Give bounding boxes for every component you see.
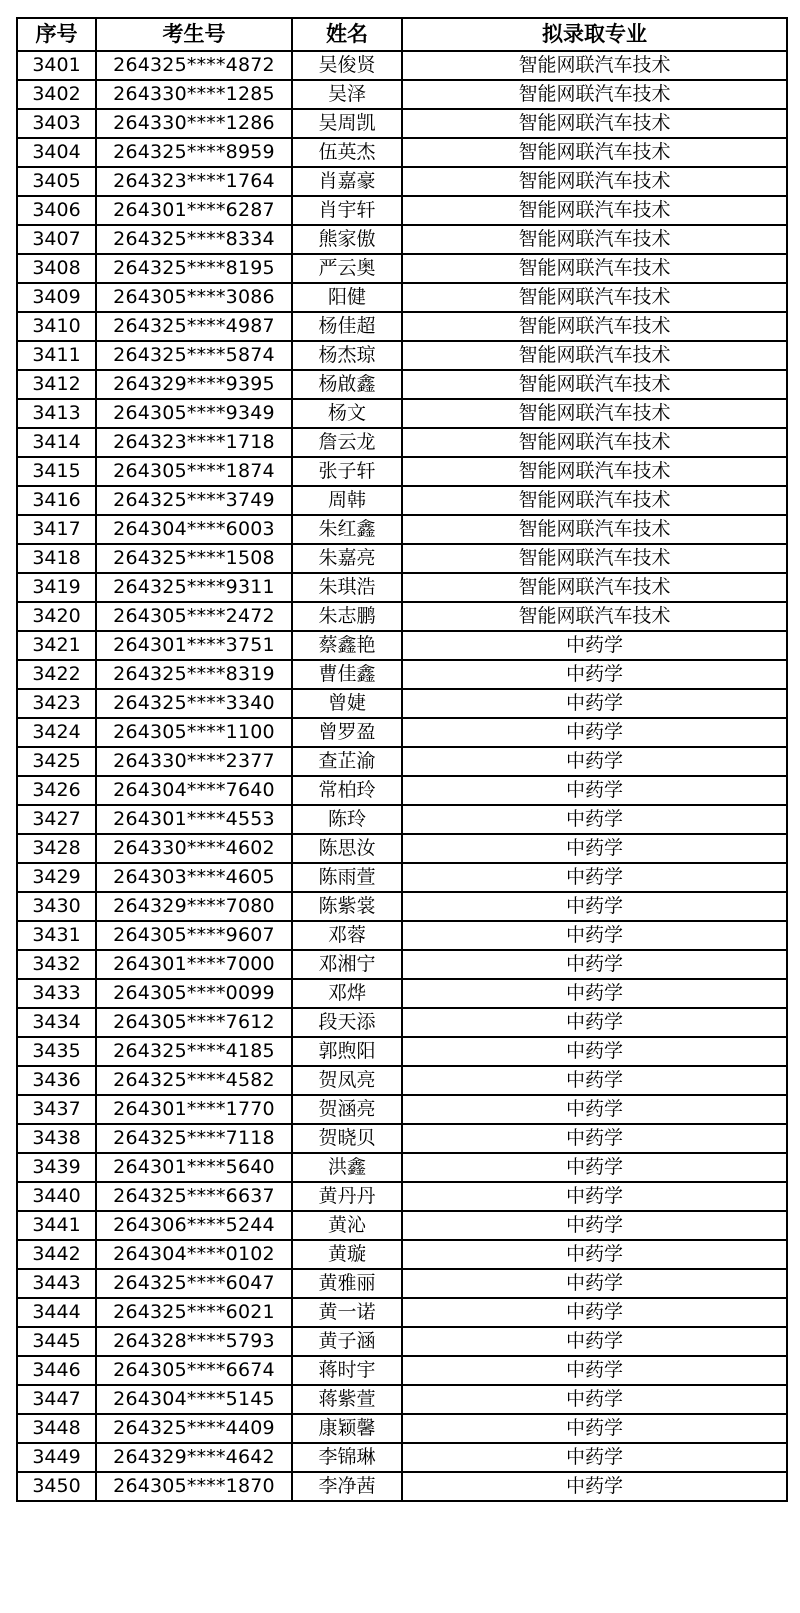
serial-number-cell: 3431: [17, 921, 96, 950]
admitted-major-cell: 中药学: [402, 718, 787, 747]
table-row: [17, 950, 787, 979]
serial-number-cell: 3412: [17, 370, 96, 399]
exam-number-cell: 264303****4605: [96, 863, 292, 892]
exam-number-cell: 264325****7118: [96, 1124, 292, 1153]
exam-number-cell: 264301****1770: [96, 1095, 292, 1124]
serial-number-cell: 3434: [17, 1008, 96, 1037]
admitted-major-cell: 中药学: [402, 1211, 787, 1240]
exam-number-cell: 264323****1764: [96, 167, 292, 196]
serial-number-cell: 3407: [17, 225, 96, 254]
exam-number-cell: 264325****8195: [96, 254, 292, 283]
admitted-major-cell: 中药学: [402, 1356, 787, 1385]
admitted-major-cell: 智能网联汽车技术: [402, 225, 787, 254]
table-row: [17, 1472, 787, 1501]
student-name-cell: 陈紫裳: [292, 892, 402, 921]
admitted-major-cell: 中药学: [402, 892, 787, 921]
admitted-major-cell: 智能网联汽车技术: [402, 602, 787, 631]
admission-list-table: [16, 17, 788, 1502]
student-name-cell: 段天添: [292, 1008, 402, 1037]
table-row: [17, 80, 787, 109]
admitted-major-cell: 中药学: [402, 979, 787, 1008]
student-name-cell: 贺凤亮: [292, 1066, 402, 1095]
admitted-major-cell: 智能网联汽车技术: [402, 51, 787, 80]
student-name-cell: 贺涵亮: [292, 1095, 402, 1124]
serial-number-cell: 3442: [17, 1240, 96, 1269]
admitted-major-cell: 智能网联汽车技术: [402, 573, 787, 602]
student-name-cell: 洪鑫: [292, 1153, 402, 1182]
serial-number-cell: 3402: [17, 80, 96, 109]
serial-number-cell: 3449: [17, 1443, 96, 1472]
student-name-cell: 杨文: [292, 399, 402, 428]
admitted-major-cell: 中药学: [402, 834, 787, 863]
table-row: [17, 428, 787, 457]
exam-number-cell: 264305****9349: [96, 399, 292, 428]
exam-number-cell: 264325****4185: [96, 1037, 292, 1066]
table-row: [17, 718, 787, 747]
student-name-cell: 伍英杰: [292, 138, 402, 167]
table-row: [17, 1211, 787, 1240]
exam-number-cell: 264325****6047: [96, 1269, 292, 1298]
exam-number-cell: 264305****3086: [96, 283, 292, 312]
table-row: [17, 631, 787, 660]
serial-number-cell: 3416: [17, 486, 96, 515]
serial-number-cell: 3435: [17, 1037, 96, 1066]
exam-number-cell: 264325****4582: [96, 1066, 292, 1095]
admitted-major-cell: 中药学: [402, 1269, 787, 1298]
exam-number-cell: 264329****9395: [96, 370, 292, 399]
serial-number-cell: 3419: [17, 573, 96, 602]
admitted-major-cell: 中药学: [402, 1298, 787, 1327]
student-name-cell: 康颖馨: [292, 1414, 402, 1443]
table-row: [17, 1414, 787, 1443]
admitted-major-cell: 智能网联汽车技术: [402, 341, 787, 370]
table-row: [17, 660, 787, 689]
exam-number-cell: 264301****7000: [96, 950, 292, 979]
table-row: [17, 1356, 787, 1385]
student-name-cell: 查芷渝: [292, 747, 402, 776]
admitted-major-cell: 智能网联汽车技术: [402, 544, 787, 573]
table-row: [17, 1124, 787, 1153]
serial-number-cell: 3438: [17, 1124, 96, 1153]
serial-number-cell: 3418: [17, 544, 96, 573]
admitted-major-cell: 中药学: [402, 863, 787, 892]
exam-number-cell: 264330****1286: [96, 109, 292, 138]
table-header-row: [17, 18, 787, 51]
header-admitted-major: 拟录取专业: [402, 18, 787, 51]
student-name-cell: 黄丹丹: [292, 1182, 402, 1211]
exam-number-cell: 264304****6003: [96, 515, 292, 544]
serial-number-cell: 3405: [17, 167, 96, 196]
serial-number-cell: 3415: [17, 457, 96, 486]
student-name-cell: 蒋紫萱: [292, 1385, 402, 1414]
table-row: [17, 1095, 787, 1124]
student-name-cell: 黄雅丽: [292, 1269, 402, 1298]
exam-number-cell: 264304****7640: [96, 776, 292, 805]
student-name-cell: 李净茜: [292, 1472, 402, 1501]
student-name-cell: 朱琪浩: [292, 573, 402, 602]
exam-number-cell: 264325****3749: [96, 486, 292, 515]
admitted-major-cell: 中药学: [402, 660, 787, 689]
serial-number-cell: 3420: [17, 602, 96, 631]
student-name-cell: 蒋时宇: [292, 1356, 402, 1385]
serial-number-cell: 3421: [17, 631, 96, 660]
serial-number-cell: 3447: [17, 1385, 96, 1414]
student-name-cell: 贺晓贝: [292, 1124, 402, 1153]
table-row: [17, 747, 787, 776]
admitted-major-cell: 智能网联汽车技术: [402, 457, 787, 486]
admitted-major-cell: 智能网联汽车技术: [402, 254, 787, 283]
exam-number-cell: 264325****6021: [96, 1298, 292, 1327]
student-name-cell: 李锦琳: [292, 1443, 402, 1472]
student-name-cell: 黄沁: [292, 1211, 402, 1240]
table-row: [17, 457, 787, 486]
admitted-major-cell: 智能网联汽车技术: [402, 399, 787, 428]
exam-number-cell: 264325****1508: [96, 544, 292, 573]
admitted-major-cell: 中药学: [402, 1240, 787, 1269]
serial-number-cell: 3423: [17, 689, 96, 718]
exam-number-cell: 264330****2377: [96, 747, 292, 776]
student-name-cell: 詹云龙: [292, 428, 402, 457]
exam-number-cell: 264305****2472: [96, 602, 292, 631]
table-row: [17, 1182, 787, 1211]
table-row: [17, 1008, 787, 1037]
student-name-cell: 邓湘宁: [292, 950, 402, 979]
exam-number-cell: 264305****1100: [96, 718, 292, 747]
student-name-cell: 陈玲: [292, 805, 402, 834]
student-name-cell: 吴周凯: [292, 109, 402, 138]
student-name-cell: 曹佳鑫: [292, 660, 402, 689]
exam-number-cell: 264323****1718: [96, 428, 292, 457]
admitted-major-cell: 中药学: [402, 950, 787, 979]
table-row: [17, 1037, 787, 1066]
exam-number-cell: 264325****9311: [96, 573, 292, 602]
serial-number-cell: 3428: [17, 834, 96, 863]
table-row: [17, 602, 787, 631]
student-name-cell: 杨杰琼: [292, 341, 402, 370]
student-name-cell: 熊家傲: [292, 225, 402, 254]
serial-number-cell: 3403: [17, 109, 96, 138]
admitted-major-cell: 智能网联汽车技术: [402, 428, 787, 457]
admitted-major-cell: 智能网联汽车技术: [402, 486, 787, 515]
serial-number-cell: 3440: [17, 1182, 96, 1211]
table-row: [17, 979, 787, 1008]
serial-number-cell: 3424: [17, 718, 96, 747]
exam-number-cell: 264304****5145: [96, 1385, 292, 1414]
serial-number-cell: 3445: [17, 1327, 96, 1356]
serial-number-cell: 3433: [17, 979, 96, 1008]
exam-number-cell: 264301****5640: [96, 1153, 292, 1182]
admitted-major-cell: 中药学: [402, 1443, 787, 1472]
admitted-major-cell: 中药学: [402, 921, 787, 950]
table-row: [17, 1240, 787, 1269]
student-name-cell: 严云奥: [292, 254, 402, 283]
student-name-cell: 黄璇: [292, 1240, 402, 1269]
admitted-major-cell: 中药学: [402, 805, 787, 834]
exam-number-cell: 264325****5874: [96, 341, 292, 370]
table-row: [17, 341, 787, 370]
table-row: [17, 51, 787, 80]
table-row: [17, 921, 787, 950]
serial-number-cell: 3414: [17, 428, 96, 457]
serial-number-cell: 3413: [17, 399, 96, 428]
exam-number-cell: 264325****8334: [96, 225, 292, 254]
admitted-major-cell: 中药学: [402, 631, 787, 660]
exam-number-cell: 264305****1870: [96, 1472, 292, 1501]
serial-number-cell: 3427: [17, 805, 96, 834]
exam-number-cell: 264325****6637: [96, 1182, 292, 1211]
table-row: [17, 776, 787, 805]
student-name-cell: 杨佳超: [292, 312, 402, 341]
student-name-cell: 黄一诺: [292, 1298, 402, 1327]
admitted-major-cell: 中药学: [402, 1385, 787, 1414]
student-name-cell: 朱红鑫: [292, 515, 402, 544]
exam-number-cell: 264305****9607: [96, 921, 292, 950]
exam-number-cell: 264305****7612: [96, 1008, 292, 1037]
admitted-major-cell: 中药学: [402, 1472, 787, 1501]
admitted-major-cell: 中药学: [402, 747, 787, 776]
admitted-major-cell: 中药学: [402, 1095, 787, 1124]
serial-number-cell: 3417: [17, 515, 96, 544]
admitted-major-cell: 智能网联汽车技术: [402, 109, 787, 138]
serial-number-cell: 3432: [17, 950, 96, 979]
serial-number-cell: 3437: [17, 1095, 96, 1124]
table-row: [17, 486, 787, 515]
serial-number-cell: 3425: [17, 747, 96, 776]
serial-number-cell: 3444: [17, 1298, 96, 1327]
student-name-cell: 阳健: [292, 283, 402, 312]
student-name-cell: 周韩: [292, 486, 402, 515]
admitted-major-cell: 智能网联汽车技术: [402, 283, 787, 312]
exam-number-cell: 264328****5793: [96, 1327, 292, 1356]
serial-number-cell: 3410: [17, 312, 96, 341]
table-row: [17, 834, 787, 863]
header-name: 姓名: [292, 18, 402, 51]
admitted-major-cell: 智能网联汽车技术: [402, 167, 787, 196]
exam-number-cell: 264305****0099: [96, 979, 292, 1008]
admitted-major-cell: 中药学: [402, 776, 787, 805]
admitted-major-cell: 智能网联汽车技术: [402, 312, 787, 341]
table-row: [17, 1298, 787, 1327]
student-name-cell: 黄子涵: [292, 1327, 402, 1356]
admitted-major-cell: 中药学: [402, 1327, 787, 1356]
student-name-cell: 邓蓉: [292, 921, 402, 950]
student-name-cell: 杨啟鑫: [292, 370, 402, 399]
exam-number-cell: 264329****7080: [96, 892, 292, 921]
serial-number-cell: 3446: [17, 1356, 96, 1385]
table-row: [17, 283, 787, 312]
student-name-cell: 吴泽: [292, 80, 402, 109]
header-exam-number: 考生号: [96, 18, 292, 51]
exam-number-cell: 264329****4642: [96, 1443, 292, 1472]
admitted-major-cell: 智能网联汽车技术: [402, 138, 787, 167]
table-body: [17, 51, 787, 1501]
table-row: [17, 805, 787, 834]
serial-number-cell: 3443: [17, 1269, 96, 1298]
student-name-cell: 常柏玲: [292, 776, 402, 805]
table-row: [17, 254, 787, 283]
admitted-major-cell: 智能网联汽车技术: [402, 515, 787, 544]
exam-number-cell: 264325****8319: [96, 660, 292, 689]
table-row: [17, 544, 787, 573]
serial-number-cell: 3406: [17, 196, 96, 225]
table-row: [17, 312, 787, 341]
student-name-cell: 朱嘉亮: [292, 544, 402, 573]
table-row: [17, 225, 787, 254]
student-name-cell: 曾罗盈: [292, 718, 402, 747]
serial-number-cell: 3408: [17, 254, 96, 283]
header-serial-number: 序号: [17, 18, 96, 51]
student-name-cell: 曾婕: [292, 689, 402, 718]
student-name-cell: 肖宇轩: [292, 196, 402, 225]
exam-number-cell: 264330****4602: [96, 834, 292, 863]
exam-number-cell: 264305****6674: [96, 1356, 292, 1385]
exam-number-cell: 264325****4987: [96, 312, 292, 341]
table-row: [17, 863, 787, 892]
serial-number-cell: 3441: [17, 1211, 96, 1240]
admitted-major-cell: 中药学: [402, 1124, 787, 1153]
exam-number-cell: 264325****4872: [96, 51, 292, 80]
table-row: [17, 196, 787, 225]
table-row: [17, 109, 787, 138]
table-row: [17, 1443, 787, 1472]
serial-number-cell: 3409: [17, 283, 96, 312]
exam-number-cell: 264325****4409: [96, 1414, 292, 1443]
table-row: [17, 1269, 787, 1298]
table-row: [17, 167, 787, 196]
serial-number-cell: 3401: [17, 51, 96, 80]
serial-number-cell: 3426: [17, 776, 96, 805]
table-row: [17, 573, 787, 602]
student-name-cell: 吴俊贤: [292, 51, 402, 80]
serial-number-cell: 3448: [17, 1414, 96, 1443]
table-row: [17, 370, 787, 399]
admitted-major-cell: 中药学: [402, 1066, 787, 1095]
admitted-major-cell: 中药学: [402, 1153, 787, 1182]
exam-number-cell: 264304****0102: [96, 1240, 292, 1269]
admitted-major-cell: 中药学: [402, 1008, 787, 1037]
table-row: [17, 1066, 787, 1095]
table-row: [17, 1327, 787, 1356]
serial-number-cell: 3429: [17, 863, 96, 892]
admitted-major-cell: 智能网联汽车技术: [402, 196, 787, 225]
admitted-major-cell: 智能网联汽车技术: [402, 80, 787, 109]
table-row: [17, 689, 787, 718]
exam-number-cell: 264305****1874: [96, 457, 292, 486]
table-row: [17, 1385, 787, 1414]
exam-number-cell: 264301****4553: [96, 805, 292, 834]
student-name-cell: 邓烨: [292, 979, 402, 1008]
table-row: [17, 138, 787, 167]
admitted-major-cell: 中药学: [402, 689, 787, 718]
table-row: [17, 399, 787, 428]
student-name-cell: 陈雨萱: [292, 863, 402, 892]
admitted-major-cell: 中药学: [402, 1414, 787, 1443]
serial-number-cell: 3411: [17, 341, 96, 370]
student-name-cell: 陈思汝: [292, 834, 402, 863]
student-name-cell: 肖嘉豪: [292, 167, 402, 196]
serial-number-cell: 3430: [17, 892, 96, 921]
serial-number-cell: 3439: [17, 1153, 96, 1182]
serial-number-cell: 3422: [17, 660, 96, 689]
serial-number-cell: 3404: [17, 138, 96, 167]
exam-number-cell: 264325****3340: [96, 689, 292, 718]
exam-number-cell: 264301****3751: [96, 631, 292, 660]
student-name-cell: 郭煦阳: [292, 1037, 402, 1066]
student-name-cell: 张子轩: [292, 457, 402, 486]
exam-number-cell: 264306****5244: [96, 1211, 292, 1240]
table-row: [17, 1153, 787, 1182]
admitted-major-cell: 智能网联汽车技术: [402, 370, 787, 399]
table-row: [17, 892, 787, 921]
exam-number-cell: 264325****8959: [96, 138, 292, 167]
admitted-major-cell: 中药学: [402, 1037, 787, 1066]
table-row: [17, 515, 787, 544]
serial-number-cell: 3450: [17, 1472, 96, 1501]
admitted-major-cell: 中药学: [402, 1182, 787, 1211]
exam-number-cell: 264330****1285: [96, 80, 292, 109]
serial-number-cell: 3436: [17, 1066, 96, 1095]
student-name-cell: 蔡鑫艳: [292, 631, 402, 660]
student-name-cell: 朱志鹏: [292, 602, 402, 631]
exam-number-cell: 264301****6287: [96, 196, 292, 225]
